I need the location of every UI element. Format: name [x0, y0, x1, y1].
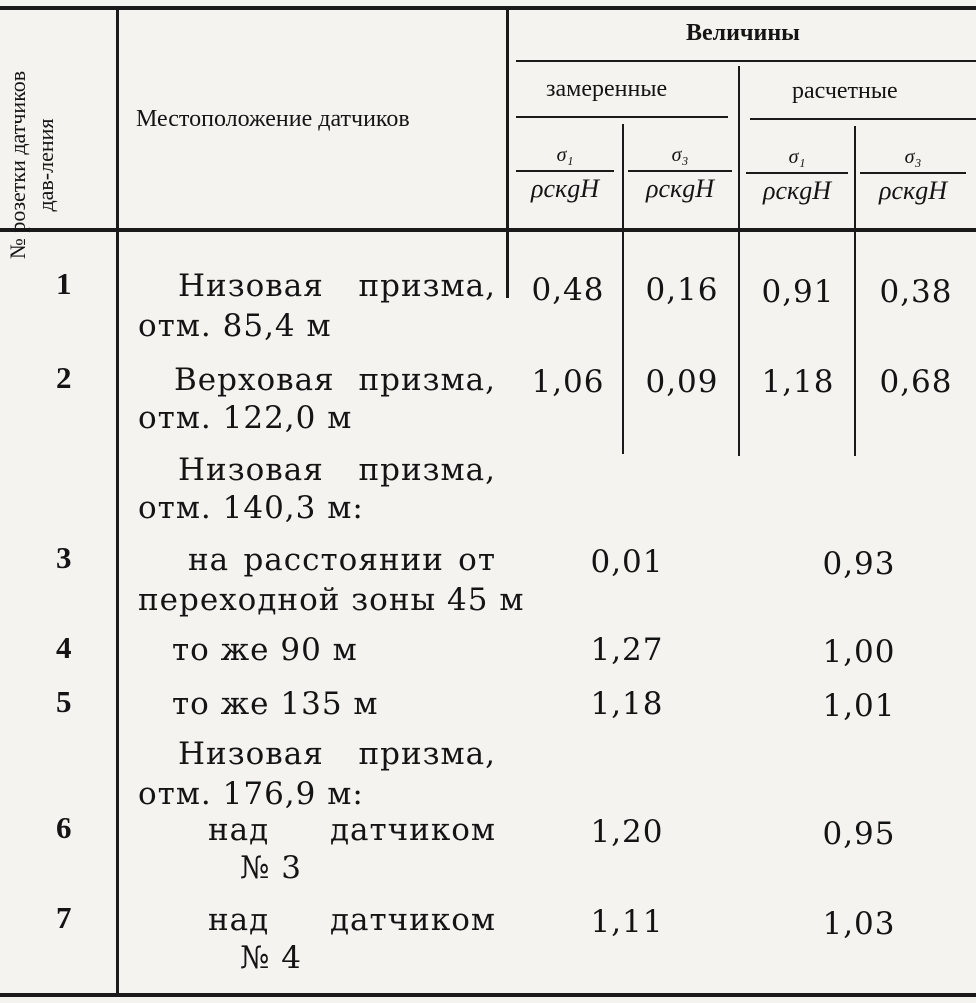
- row-3-calc: 0,93: [822, 546, 896, 582]
- row-7-location-line1: над датчиком: [208, 902, 496, 938]
- row-2-location-line2: отм. 122,0 м: [138, 400, 353, 436]
- row-2-measured-s3: 0,09: [645, 364, 719, 400]
- row-3-number: 3: [56, 540, 72, 575]
- row-2-measured-s1: 1,06: [531, 364, 605, 400]
- col-divider-2: [506, 10, 509, 298]
- row-2-location-line1: Верховая призма,: [174, 362, 496, 398]
- row-3-location-line2: переходной зоны 45 м: [138, 582, 525, 618]
- measured-calc-divider: [738, 66, 740, 456]
- header-bottom-rule: [0, 228, 976, 232]
- row-6-location-line1: над датчиком: [208, 812, 496, 848]
- bottom-rule: [0, 993, 976, 997]
- row-1-calc-s1: 0,91: [761, 274, 835, 310]
- fraction-m-s1: σ₁ ρскgH: [516, 140, 614, 206]
- row-2-number: 2: [56, 360, 72, 395]
- calc-underline: [750, 118, 976, 120]
- group-1-location-line1: Низовая призма,: [178, 452, 496, 488]
- m-sub-divider: [622, 124, 624, 454]
- row-4-location: то же 90 м: [172, 632, 358, 668]
- col-divider-1: [116, 10, 119, 993]
- row-3-measured: 0,01: [590, 544, 664, 580]
- row-5-measured: 1,18: [590, 686, 664, 722]
- top-rule: [0, 6, 976, 10]
- measured-underline: [516, 116, 728, 118]
- row-6-number: 6: [56, 810, 72, 845]
- row-4-calc: 1,00: [822, 634, 896, 670]
- group-2-location-line2: отм. 176,9 м:: [138, 776, 364, 812]
- row-6-calc: 0,95: [822, 816, 896, 852]
- col-values-header: Величины: [686, 20, 800, 46]
- col-measured-header: замеренные: [546, 76, 668, 102]
- row-1-number: 1: [56, 266, 72, 301]
- fraction-c-s3: σ₃ ρскgH: [860, 142, 966, 208]
- row-1-location-line1: Низовая призма,: [178, 268, 496, 304]
- row-7-number: 7: [56, 900, 72, 935]
- group-1-location-line2: отм. 140,3 м:: [138, 490, 364, 526]
- row-5-location: то же 135 м: [172, 686, 379, 722]
- row-7-location-line2: № 4: [240, 940, 302, 976]
- row-1-calc-s3: 0,38: [879, 274, 953, 310]
- row-1-measured-s1: 0,48: [531, 272, 605, 308]
- fraction-m-s3: σ₃ ρскgH: [628, 140, 732, 206]
- row-2-calc-s1: 1,18: [761, 364, 835, 400]
- row-6-measured: 1,20: [590, 814, 664, 850]
- col-calculated-header: расчетные: [792, 78, 898, 104]
- row-6-location-line2: № 3: [240, 850, 302, 886]
- col-no-header: № розетки датчиков дав-ления: [5, 70, 58, 260]
- row-5-number: 5: [56, 684, 72, 719]
- row-3-location-line1: на расстоянии от: [188, 542, 496, 578]
- row-2-calc-s3: 0,68: [879, 364, 953, 400]
- col-location-header: Местоположение датчиков: [136, 106, 410, 132]
- row-1-location-line2: отм. 85,4 м: [138, 308, 332, 344]
- row-5-calc: 1,01: [822, 688, 896, 724]
- values-underline: [516, 60, 976, 62]
- row-7-calc: 1,03: [822, 906, 896, 942]
- c-sub-divider: [854, 126, 856, 456]
- row-4-number: 4: [56, 630, 72, 665]
- row-7-measured: 1,11: [590, 904, 664, 940]
- row-1-measured-s3: 0,16: [645, 272, 719, 308]
- fraction-c-s1: σ₁ ρскgH: [746, 142, 848, 208]
- group-2-location-line1: Низовая призма,: [178, 736, 496, 772]
- row-4-measured: 1,27: [590, 632, 664, 668]
